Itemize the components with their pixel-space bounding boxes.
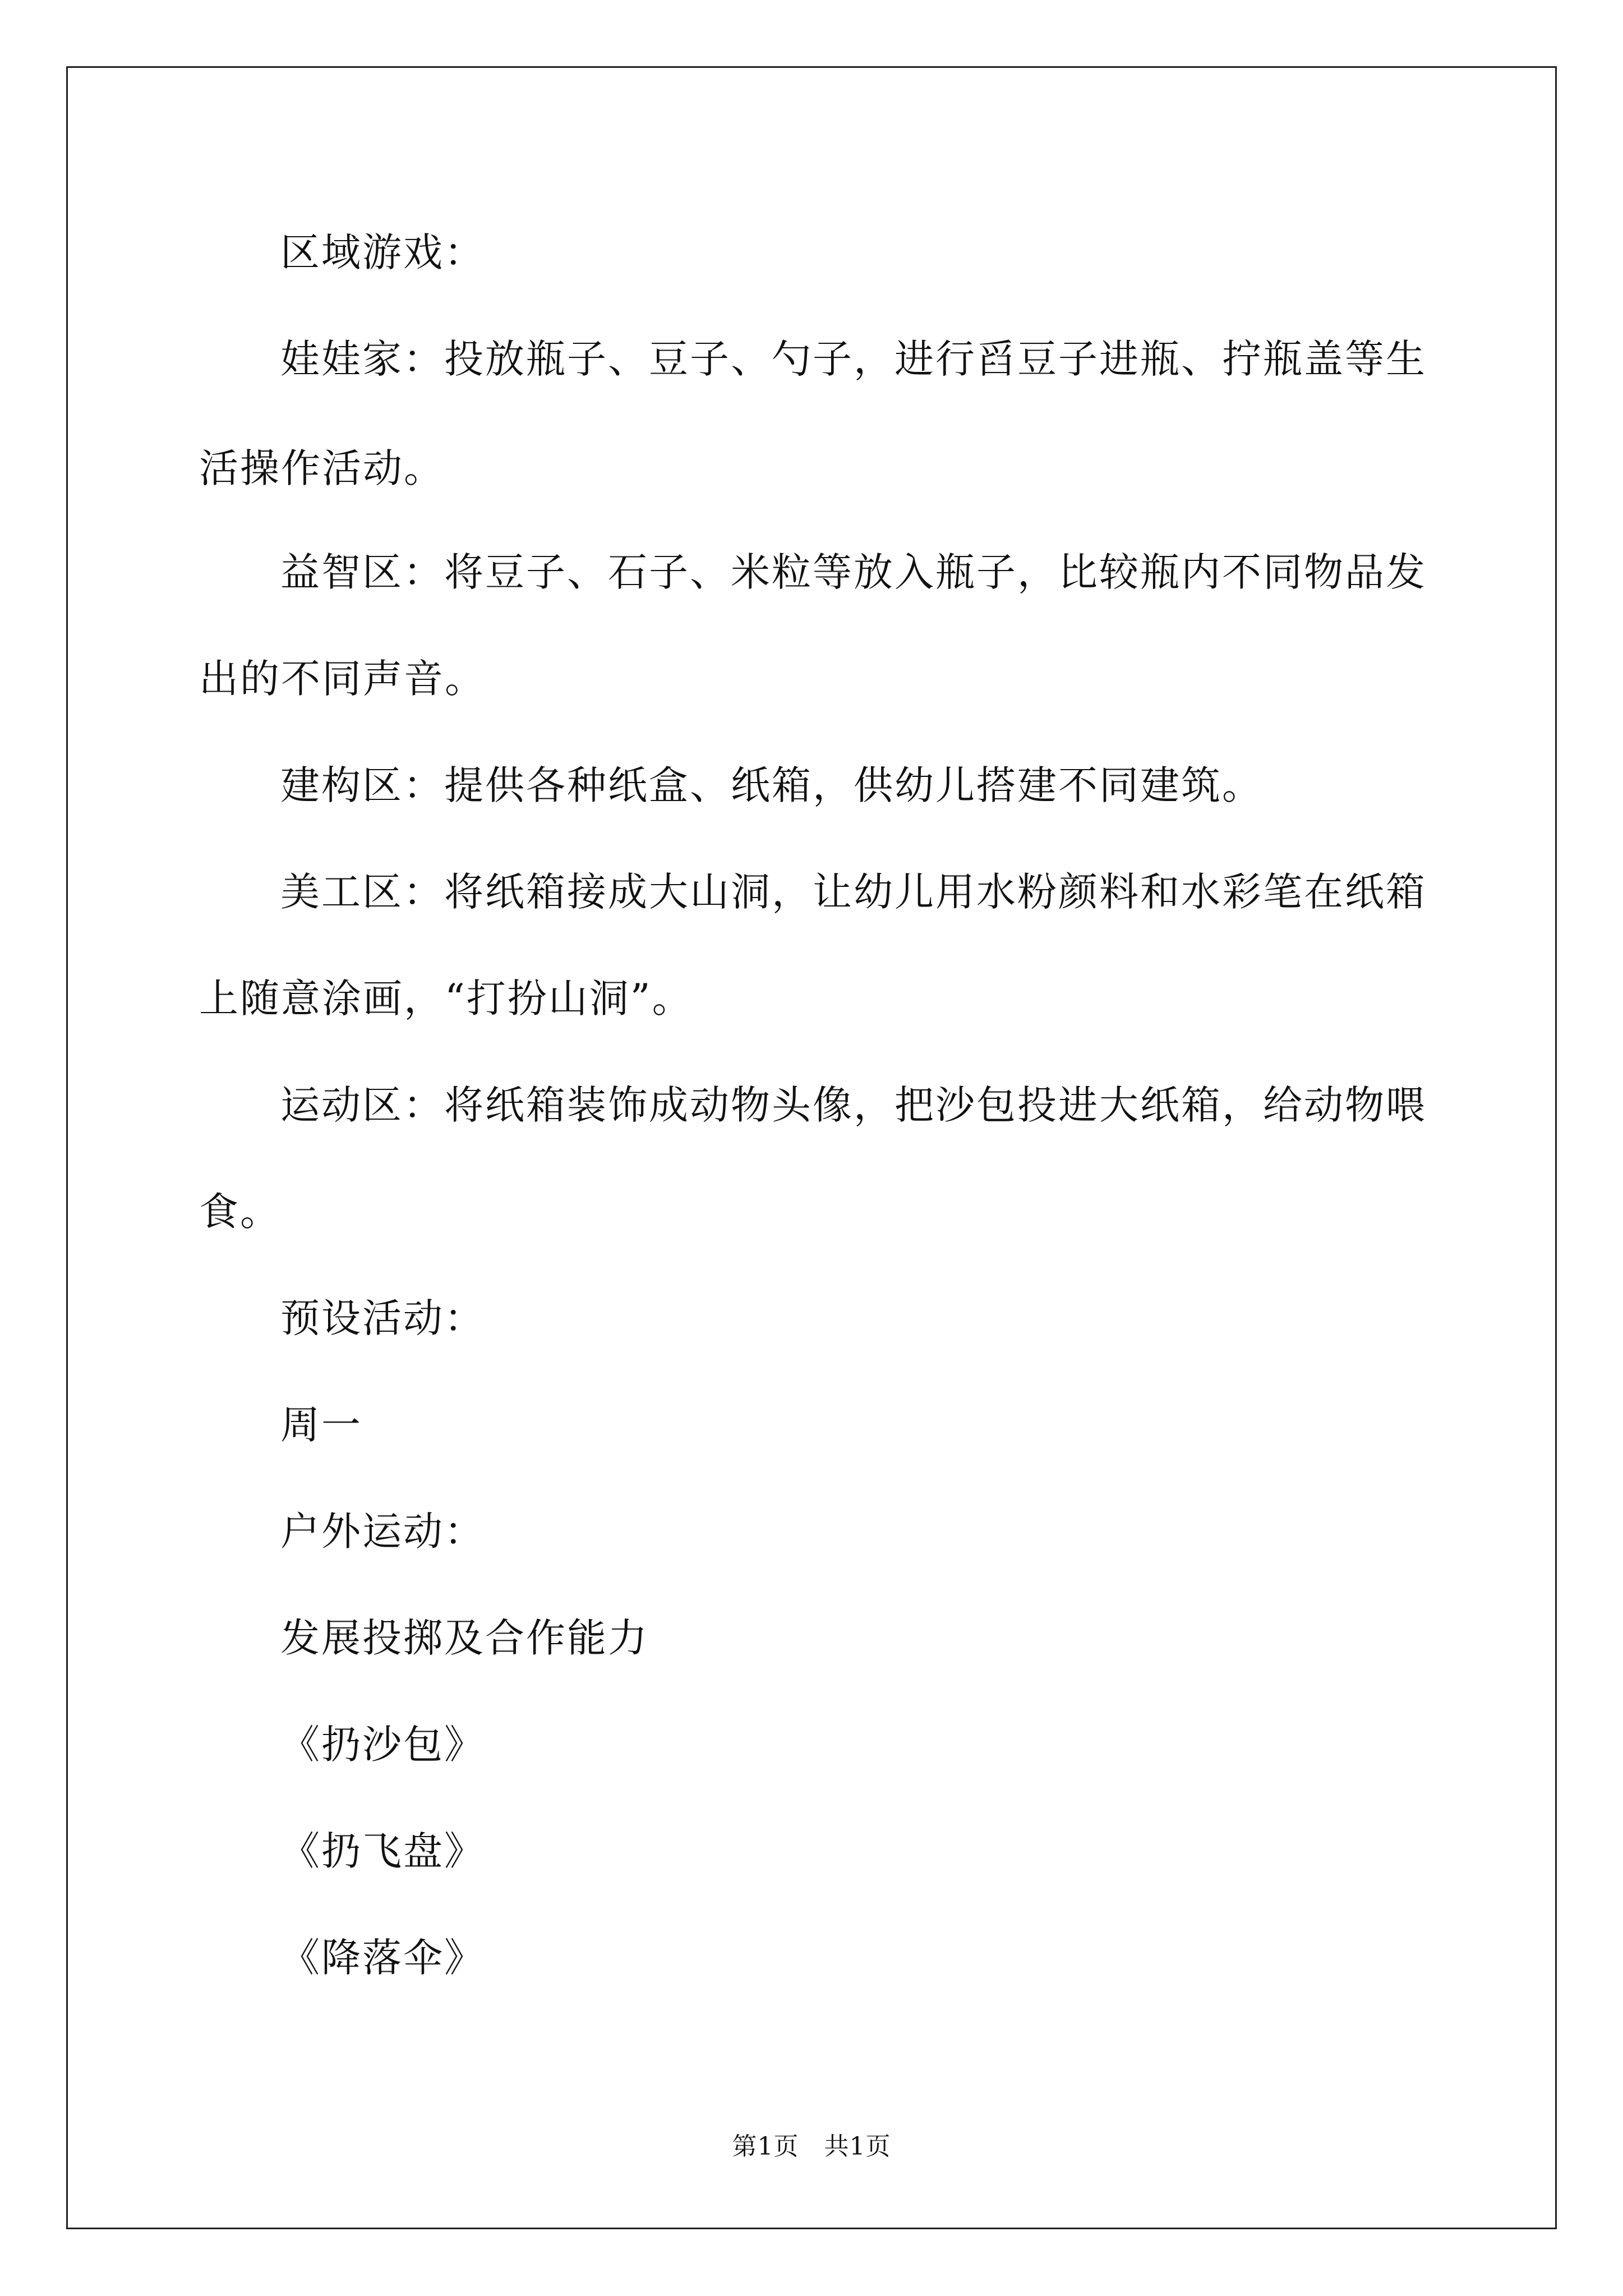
- activity-throw-sandbag: 《扔沙包》: [280, 1722, 485, 1768]
- paragraph-doll-house-line-1: 娃娃家：投放瓶子、豆子、勺子，进行舀豆子进瓶、拧瓶盖等生: [280, 336, 1427, 382]
- heading-outdoor-sports: 户外运动：: [280, 1508, 485, 1554]
- heading-monday: 周一: [280, 1402, 362, 1448]
- paragraph-sports-area-line-1: 运动区：将纸箱装饰成动物头像，把沙包投进大纸箱，给动物喂: [280, 1082, 1427, 1128]
- paragraph-art-area-line-2: 上随意涂画，“打扮山洞”。: [199, 976, 693, 1022]
- heading-area-games: 区域游戏：: [280, 229, 485, 275]
- paragraph-sports-area-line-2: 食。: [199, 1189, 281, 1235]
- paragraph-doll-house-line-2: 活操作活动。: [199, 445, 445, 491]
- text-goal-throwing-cooperation: 发展投掷及合作能力: [280, 1615, 649, 1661]
- paragraph-puzzle-area-line-1: 益智区：将豆子、石子、米粒等放入瓶子，比较瓶内不同物品发: [280, 549, 1427, 595]
- paragraph-art-area-line-1: 美工区：将纸箱接成大山洞，让幼儿用水粉颜料和水彩笔在纸箱: [280, 869, 1427, 915]
- paragraph-construction-area: 建构区：提供各种纸盒、纸箱，供幼儿搭建不同建筑。: [280, 762, 1263, 808]
- page-footer: 第1页 共1页: [732, 2132, 891, 2161]
- activity-throw-frisbee: 《扔飞盘》: [280, 1828, 485, 1874]
- paragraph-puzzle-area-line-2: 出的不同声音。: [199, 656, 486, 702]
- activity-parachute: 《降落伞》: [280, 1935, 485, 1981]
- heading-preset-activities: 预设活动：: [280, 1295, 485, 1341]
